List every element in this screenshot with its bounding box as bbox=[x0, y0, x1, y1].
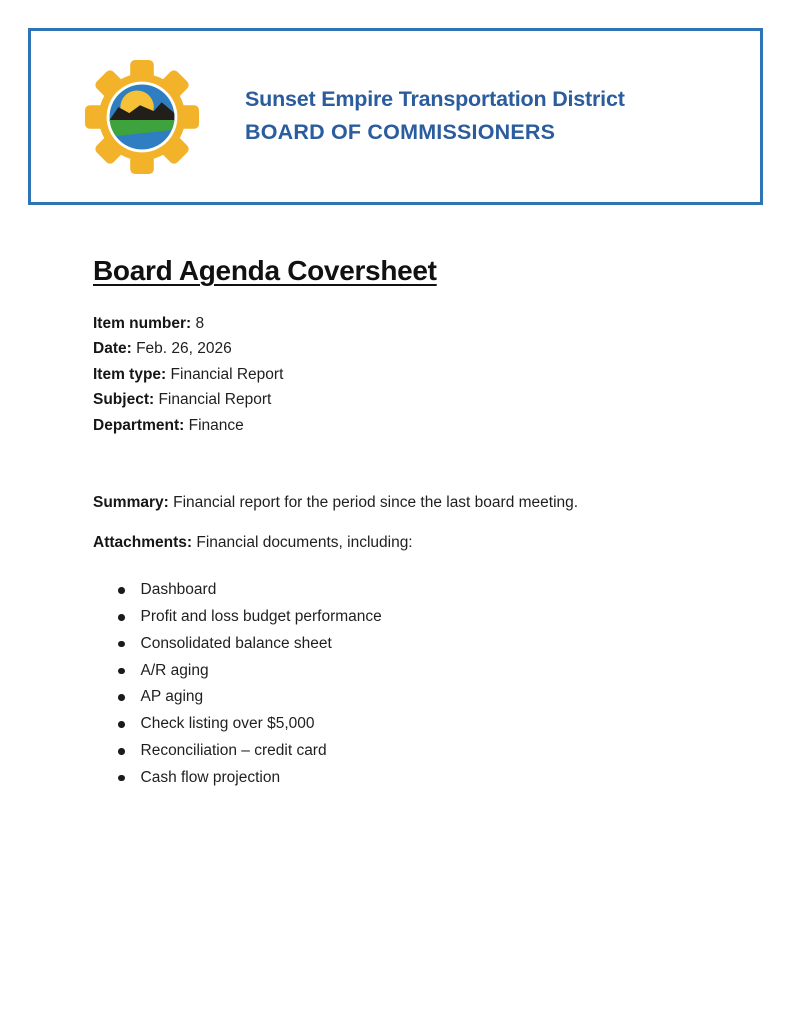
page-title: Board Agenda Coversheet bbox=[93, 255, 437, 286]
list-item-label: Dashboard bbox=[140, 581, 217, 599]
field-label: Date: bbox=[93, 340, 132, 358]
attachments-line bbox=[93, 530, 723, 556]
field-item-type bbox=[93, 362, 723, 388]
list-item-label: A/R aging bbox=[140, 661, 209, 679]
list-item-label: Profit and loss budget performance bbox=[140, 608, 382, 626]
bullet-icon bbox=[118, 587, 125, 594]
attachments-label: Attachments: bbox=[93, 533, 193, 551]
org-gear-logo-icon bbox=[83, 58, 201, 176]
field-value: 8 bbox=[195, 314, 205, 332]
bullet-icon bbox=[118, 721, 125, 728]
field-value: Financial Report bbox=[158, 391, 272, 409]
field-department bbox=[93, 413, 723, 439]
field-value: Feb. 26, 2026 bbox=[136, 340, 232, 358]
summary-line bbox=[93, 490, 723, 516]
field-label: Department: bbox=[93, 416, 185, 434]
field-label: Item type: bbox=[93, 365, 167, 383]
list-item bbox=[93, 738, 723, 765]
summary-value: Financial report for the period since the last board meeting. bbox=[173, 494, 579, 512]
bullet-icon bbox=[118, 614, 125, 621]
org-name: Sunset Empire Transportation District bbox=[245, 87, 625, 112]
field-label: Item number: bbox=[93, 314, 192, 332]
letterhead bbox=[28, 28, 763, 205]
metadata-fields bbox=[93, 311, 723, 439]
list-item bbox=[93, 658, 723, 685]
list-item bbox=[93, 684, 723, 711]
field-value: Financial Report bbox=[170, 365, 284, 383]
field-item-number bbox=[93, 311, 723, 337]
field-value: Finance bbox=[188, 416, 244, 434]
field-date bbox=[93, 336, 723, 362]
field-label: Subject: bbox=[93, 391, 155, 409]
list-item bbox=[93, 711, 723, 738]
attachment-list bbox=[93, 577, 723, 791]
bullet-icon bbox=[118, 641, 125, 648]
attachments-value: Financial documents, including: bbox=[196, 533, 413, 551]
list-item-label: AP aging bbox=[140, 688, 204, 706]
bullet-icon bbox=[118, 748, 125, 755]
document-body bbox=[93, 256, 723, 792]
org-subtitle: BOARD OF COMMISSIONERS bbox=[245, 120, 556, 144]
list-item-label: Reconciliation – credit card bbox=[140, 742, 327, 760]
list-item bbox=[93, 604, 723, 631]
list-item bbox=[93, 765, 723, 792]
list-item bbox=[93, 577, 723, 604]
list-item-label: Cash flow projection bbox=[140, 768, 281, 786]
bullet-icon bbox=[118, 775, 125, 782]
list-item bbox=[93, 631, 723, 658]
org-text-block bbox=[245, 87, 625, 146]
bullet-icon bbox=[118, 668, 125, 675]
summary-label: Summary: bbox=[93, 494, 169, 512]
list-item-label: Consolidated balance sheet bbox=[140, 634, 332, 652]
list-item-label: Check listing over $5,000 bbox=[140, 715, 315, 733]
field-subject bbox=[93, 387, 723, 413]
bullet-icon bbox=[118, 694, 125, 701]
